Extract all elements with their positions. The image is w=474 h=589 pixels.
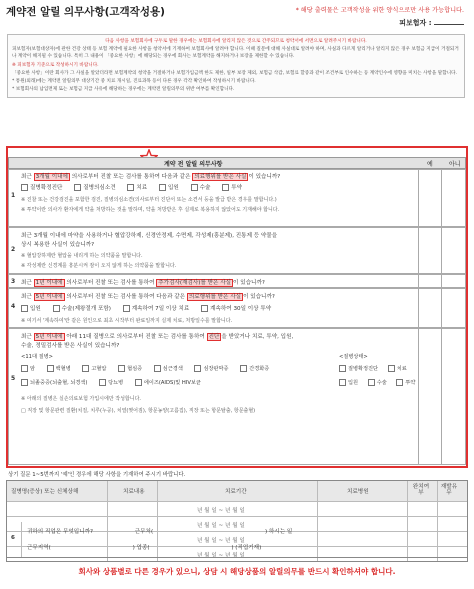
option-item[interactable]: 수술 [191,185,211,191]
disease-item[interactable]: 협심증 [118,366,142,372]
status-item[interactable]: 수술 [368,380,387,386]
yes-no-cells[interactable] [418,228,465,273]
insured-input-line[interactable] [434,18,464,25]
disease-item[interactable]: 백혈병 [47,366,71,372]
disease-item[interactable]: 심근경색 [154,366,183,372]
q3-key-highlight: 추가검사(재검사)를 받은 사실 [158,280,232,286]
question-number: 5 [11,375,16,382]
q5-period-highlight: 5년 이내에 [35,334,63,340]
questions-header [8,157,466,169]
checkbox[interactable] [396,379,403,386]
checkbox[interactable] [21,379,28,386]
q4-post: 이 있습니까? [243,294,275,300]
page-title: 계약전 알릴 의무사항(고객작성용) [6,6,165,18]
option-item[interactable]: 투약 [222,185,242,191]
disease-item[interactable]: 암 [21,366,35,372]
q1-note-2: ※ 투약이란 의사가 환자에게 약을 처방하는 것을 말하며, 약을 처방받은 후 실제로 복용하지 않았어도 기재해야 합니다. [21,207,280,213]
q1-pre: 최근 [21,174,32,180]
question-3 [8,274,466,288]
option-item[interactable]: 질병의심소견 [74,185,115,191]
intro-line: 다음 사항을 보험회사에 구두로 말한 경우에는 보험회사에 알리지 않은 것으로 간주되므로 청약서에 서면으로 알려주시기 바랍니다. [105,39,367,44]
yes-no-cells[interactable] [418,329,465,464]
checkbox[interactable] [201,305,208,312]
checkbox[interactable] [47,365,54,372]
question-2 [8,227,466,274]
q5-status-row-1 [339,365,407,372]
status-item[interactable]: 치료 [388,366,407,372]
yes-no-cells[interactable] [418,170,465,226]
intro-line: ※ 피보험자 기준으로 작성하시기 바랍니다. [12,62,99,68]
q1-post: 이 있습니까? [248,174,281,180]
q5-status-row-2 [339,379,415,386]
no-column-label: 아니 [449,161,461,168]
intro-line: 피보험자(보험대상자)에 관한 건강 상태 등 보험 계약에 필요한 사항을 청약서에 기재하여 보험회사에 알려야 합니다. 이때 질문에 대해 사실대로 알려야 하며, 사실과 다르게 알리거나 알리지 않은 경우 보험금 지급이 거절되거나 계약이 해지될 수 있습니다. 특히 그 내용이 「중요한 사항」에 해당되는 경우에 회사는 보험계약을 해지하거나 보장을 제한할 수 있습니다. [12,47,459,60]
disease-item[interactable]: 심장판막증 [194,366,228,372]
checkbox[interactable] [21,365,28,372]
checkbox[interactable] [82,365,89,372]
table-intro: 상기 질문 1~5번까지 '예'인 경우에 해당 사항을 기재하여 주시기 바랍니다. [8,472,186,478]
q3-mid: 의사로부터 진찰 또는 검사를 통하여 [66,280,155,286]
question-1-text [21,172,280,180]
job-title-label: ) (직업기재) [231,545,262,551]
question-number: 1 [11,192,16,199]
option-item[interactable]: 수술(제왕절개 포함) [53,306,111,312]
period-cell[interactable]: 년 월 일 ~ 년 월 일 [197,523,245,529]
q3-pre: 최근 [21,280,32,286]
question-number: 6 [11,535,15,541]
disease-item[interactable]: 당뇨병 [99,380,123,386]
q1-mid: 의사로부터 진찰 또는 검사를 통하여 다음과 같은 [71,174,191,180]
checkbox[interactable] [222,184,229,191]
question-number: 2 [11,246,16,253]
q1-note-1: ※ 진찰 또는 건강검진을 포함한 검진, 질병의심소견(의사로부터 진단서 또는 소견서 등을 발급 받은 경우를 말합니다.) [21,197,277,203]
question-5-line-2: 수술, 정밀검사를 받은 사실이 있습니까? [21,343,120,349]
header-cell: 치료기간 [225,489,247,495]
q5-post: 을 받았거나 치료, 투약, 입원, [221,334,294,340]
status-item[interactable]: 입원 [339,380,358,386]
option-item[interactable]: 입원 [21,306,41,312]
checkbox[interactable] [154,365,161,372]
intro-line: * 통원(외래)에는 계약전 알릴의무 대상기간 중 치료 개시일, 진료과목 등이 다른 경우 각각 확인하여 작성하시기 바랍니다. [12,79,256,85]
checkbox[interactable] [135,379,142,386]
disease-item[interactable]: 고혈압 [82,366,106,372]
checkbox[interactable] [194,365,201,372]
q5-diseases-row-2 [21,379,211,386]
checkbox[interactable] [127,184,134,191]
insured-field[interactable] [399,18,464,28]
table-row[interactable] [7,501,467,517]
checkbox[interactable] [339,379,346,386]
q4-pre: 최근 [21,294,32,300]
header-cell: 재발유무 [440,484,458,496]
checkbox[interactable] [388,365,395,372]
question-5-line-1 [21,332,293,340]
yes-no-cells[interactable] [418,275,465,287]
q5-note-1: ※ 아래의 질병은 실손의료보험 가입시에만 작성합니다. [21,396,141,402]
yes-column-label: 예 [427,161,433,168]
table-header [7,481,467,502]
period-cell[interactable]: 년 월 일 ~ 년 월 일 [197,508,245,514]
print-notice: * 해당 출력물은 고객작성을 위한 양식으로만 사용 가능합니다. [295,7,464,14]
question-3-text [21,278,265,286]
question-4-text [21,292,275,300]
option-item[interactable]: 질병확정진단 [21,185,62,191]
checkbox[interactable] [21,184,28,191]
option-item[interactable]: 치료 [127,185,147,191]
status-item[interactable]: 투약 [396,380,415,386]
question-5 [8,328,466,465]
disease-item[interactable]: 뇌졸중증(뇌출혈, 뇌경색) [21,380,87,386]
checkbox[interactable] [53,305,60,312]
q2-line-2: 상시 복용한 사실이 있습니까? [21,242,95,248]
footer-warning: 회사와 상품별로 다른 경우가 있으니, 상담 시 해당상품의 알릴의무를 반드시 확인하셔야 합니다. [78,567,396,576]
disease-item[interactable]: 에이즈(AIDS)및 HIV보균 [135,380,201,386]
company-label: 근무처( [134,529,154,535]
option-item[interactable]: 입원 [159,185,179,191]
questions-header-title: 계약 전 알릴 의무사항 [164,161,223,168]
checkbox[interactable] [368,379,375,386]
yes-no-cells[interactable] [418,289,465,327]
q5-pre: 최근 [21,334,32,340]
header-cell: 치료병원 [347,489,369,495]
option-item[interactable]: 계속하여 7일 이상 치료 [123,306,190,312]
insured-label: 피보험자 : [399,19,432,27]
region-label: 근무지역( [27,545,51,551]
checkbox[interactable] [339,365,346,372]
q1-period-highlight: 3개월 이내에 [35,174,68,180]
industry-label: ) 업종( [132,545,150,551]
checkbox[interactable] [99,379,106,386]
task-label: ) 하시는 일 [264,529,293,535]
q5-key-highlight: 진단 [208,334,220,340]
option-item[interactable]: 계속하여 30일 이상 투약 [201,306,271,312]
q4-options [21,304,281,312]
checkbox[interactable] [240,365,247,372]
q5-left-title: <11대 질병> [21,354,53,360]
q1-key-highlight: 의료행위를 받은 사실 [194,174,247,180]
header-cell: 완치여부 [412,484,430,496]
intro-line: * 보험회사의 납입면제 또는 보험금 지급 사유에 해당하는 경우에는 계약전 알릴의무의 위반 여부를 확인합니다. [12,87,235,93]
intro-box [7,34,465,98]
checkbox[interactable] [21,305,28,312]
q2-note-1: ※ 혈압강하제란 혈압을 내리게 하는 의약품을 말합니다. [21,253,143,259]
q5-note-2: □ 직장 및 항문관련 질환(치질, 치루(누공), 치열(찢어짐), 항문농양(고름집), 직장 또는 항문탈출, 항문출혈) [21,408,256,414]
question-6 [6,522,468,558]
period-cell[interactable]: 년 월 일 ~ 년 월 일 [197,553,245,559]
status-item[interactable]: 질병확정진단 [339,366,378,372]
period-cell[interactable]: 년 월 일 ~ 년 월 일 [197,538,245,544]
q4-key-highlight: 의료행위를 받은 사실 [188,294,242,300]
question-number: 3 [11,278,16,285]
q4-mid: 의사로부터 진찰 또는 검사를 통하여 다음과 같은 [66,294,186,300]
checkbox[interactable] [118,365,125,372]
q5-mid: 아래 11대 질병으로 의사로부터 진찰 또는 검사를 통하여 [66,334,205,340]
q5-diseases-row-1 [21,365,279,372]
question-4 [8,288,466,328]
checkbox[interactable] [191,184,198,191]
occupation-line-1[interactable] [27,527,292,535]
q2-note-2: ※ 각성제란 신경계를 흥분시켜 잠이 오지 않게 하는 의약품을 말합니다. [21,263,177,269]
disease-item[interactable]: 간경화증 [240,366,269,372]
intro-line: 「중요한 사항」이란 회사가 그 사실을 알았더라면 보험계약의 청약을 거절하거나 보험가입금액 한도 제한, 일부 보장 제외, 보험금 삭감, 보험료 할증과 같이 조건부로 인수하는 등 계약인수에 영향을 미치는 사항을 말합니다. [12,70,457,76]
q2-line-1: 최근 3개월 이내에 마약을 사용하거나 혈압강하제, 신경안정제, 수면제, 각성제(흥분제), 진통제 등 약물을 [21,233,278,239]
q1-options [21,183,252,191]
q4-period-highlight: 5년 이내에 [35,294,63,300]
occupation-question: 귀하의 직업은 무엇입니까? [27,529,93,535]
occupation-line-2[interactable] [27,543,261,551]
checkbox[interactable] [123,305,130,312]
q5-right-title: <질병상태> [339,354,368,360]
checkbox[interactable] [74,184,81,191]
header-cell: 치료내용 [123,489,145,495]
q3-post: 이 있습니까? [233,280,265,286]
q4-note: ※ 여기서 '계속하여'란 같은 원인으로 최초 시작부터 완료일까지 실제 치료, 처방일수를 말합니다. [21,318,233,324]
checkbox[interactable] [159,184,166,191]
q3-period-highlight: 1년 이내에 [35,280,63,286]
header-cell: 질병명(증상) 또는 신체상해 [11,489,79,495]
question-number: 4 [11,303,16,310]
question-1 [8,169,466,227]
